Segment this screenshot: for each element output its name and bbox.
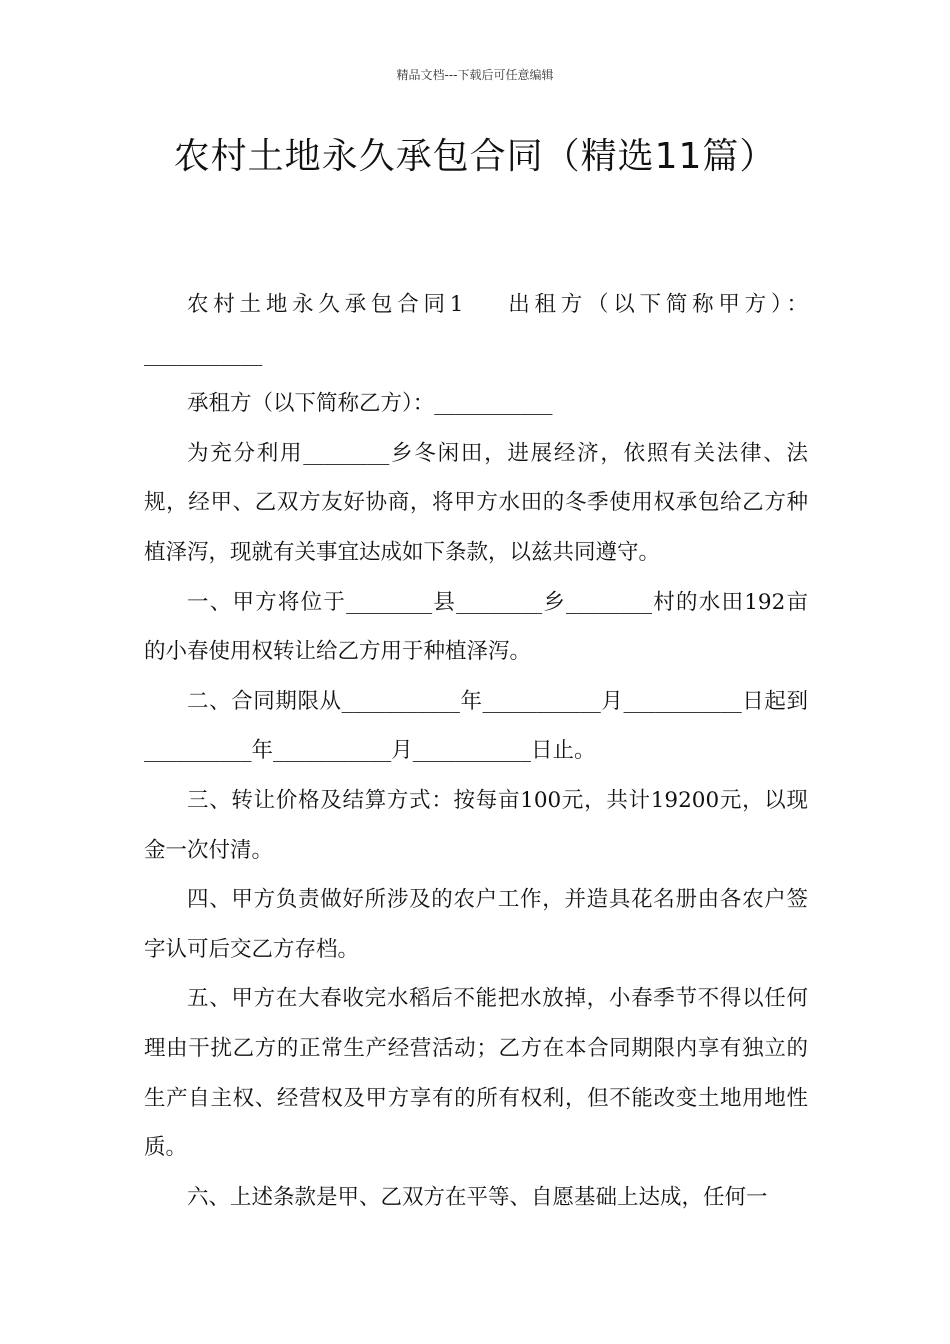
clause-6: 六、上述条款是甲、乙双方在平等、自愿基础上达成，任何一	[187, 1184, 768, 1210]
header-note: 精品文档---下载后可任意编辑	[396, 68, 554, 82]
clause-4: 四、甲方负责做好所涉及的农户工作，并造具花名册由各农户签字认可后交乙方存档。	[144, 887, 808, 962]
clause-5: 五、甲方在大春收完水稻后不能把水放掉，小春季节不得以任何理由干扰乙方的正常生产经营活动；乙方在本合同期限内享有独立的生产自主权、经营权及甲方享有的所有权利，但不能改变土地用地性质。	[144, 986, 808, 1161]
paragraph-lessor	[144, 280, 808, 379]
document-title: 农村土地永久承包合同（精选11篇）	[173, 136, 777, 177]
lessor-line: 出租方（以下简称甲方）：___________	[144, 292, 808, 367]
document-body	[144, 280, 808, 1222]
contract-heading: 农村土地永久承包合同1	[187, 292, 464, 317]
paragraph-purpose: 为充分利用________乡冬闲田，进展经济，依照有关法律、法规，经甲、乙双方友好协商，将甲方水田的冬季使用权承包给乙方种植泽泻，现就有关事宜达成如下条款，以兹共同遵守。	[144, 440, 808, 565]
clause-1: 一、甲方将位于________县________乡________村的水田192亩的小春使用权转让给乙方用于种植泽泻。	[144, 589, 808, 665]
paragraph-lessee: 承租方（以下简称乙方）：___________	[187, 391, 553, 417]
clause-3: 三、转让价格及结算方式：按每亩100元，共计19200元，以现金一次付清。	[144, 787, 808, 863]
clause-2: 二、合同期限从___________年___________月___________日起到__________年___________月___________日止。	[144, 688, 808, 764]
